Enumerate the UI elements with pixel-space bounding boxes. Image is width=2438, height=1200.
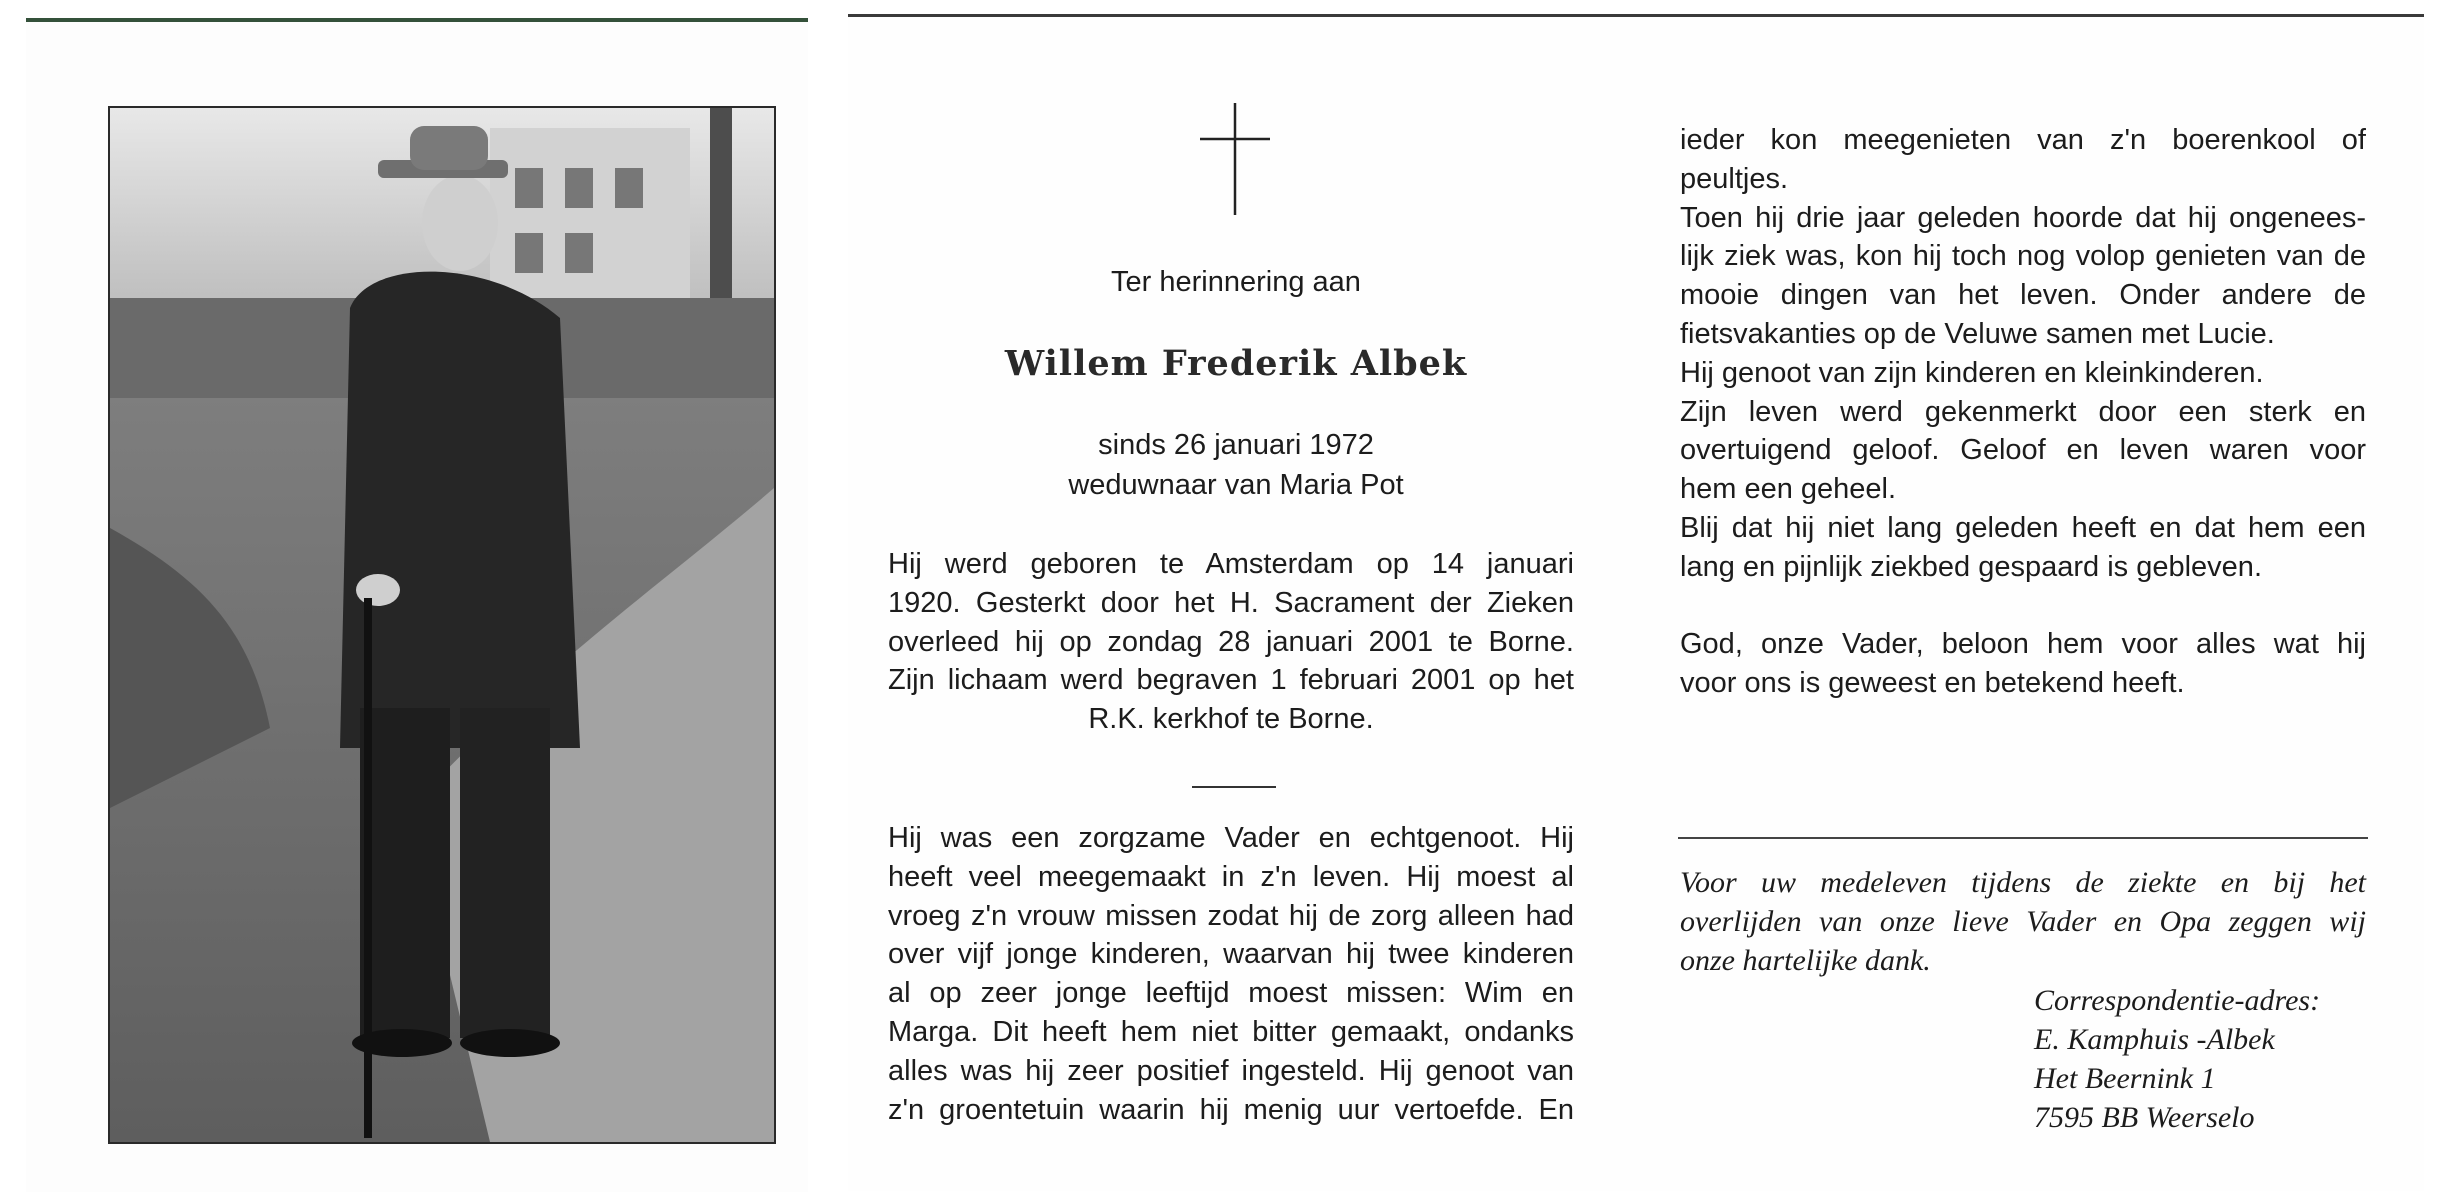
address-line: Het Beernink 1 [2034, 1062, 2216, 1095]
paragraph-line: vroeg z'n vrouw missen zodat hij de zorg alleen had [888, 899, 1574, 932]
divider [1192, 786, 1276, 788]
paragraph-line: overleed hij op zondag 28 januari 2001 te Borne. [888, 625, 1574, 658]
subtitle-line: sinds 26 januari 1972 [1098, 429, 1374, 461]
paragraph-line: voor ons is geweest en betekend heeft. [1680, 666, 2185, 699]
subtitle-line: weduwnaar van Maria Pot [1068, 469, 1404, 501]
paragraph-line: al op zeer jonge leeftijd moest missen: Wim en [888, 977, 1574, 1010]
paragraph-line: overtuigend geloof. Geloof en leven waren voor [1680, 434, 2366, 467]
correspondence-address [2034, 981, 2374, 1137]
paragraph-line: Hij was een zorgzame Vader en echtgenoot. Hij [888, 822, 1574, 854]
paragraph-line: lang en pijnlijk ziekbed gespaard is gebleven. [1680, 550, 2262, 583]
god-paragraph [1680, 625, 2366, 703]
paragraph-line: fietsvakanties op de Veluwe samen met Lucie. [1680, 317, 2275, 350]
birth-paragraph [888, 545, 1574, 739]
cross-graphic [1198, 101, 1272, 217]
paragraph-line: onze hartelijke dank. [1680, 944, 1931, 977]
paragraph-line: ieder kon meegenieten van z'n boerenkool of [1680, 124, 2366, 156]
subtitle [936, 425, 1536, 505]
paragraph-line: God, onze Vader, beloon hem voor alles wat hij [1680, 628, 2366, 660]
paragraph-line: heeft veel meegemaakt in z'n leven. Hij moest al [888, 860, 1574, 893]
intro-text: Ter herinnering aan [1111, 266, 1361, 298]
divider [1678, 837, 2368, 839]
paragraph-line: Blij dat hij niet lang geleden heeft en dat hem een [1680, 511, 2366, 544]
portrait-photo-icon [108, 106, 776, 1144]
paragraph-line: overlijden van onze lieve Vader en Opa zeggen wij [1680, 905, 2366, 938]
paragraph-line: R.K. kerkhof te Borne. [1088, 703, 1374, 736]
thanks-paragraph [1680, 863, 2366, 980]
paragraph-line: z'n groentetuin waarin hij menig uur vertoefde. En [888, 1093, 1574, 1126]
paragraph-line: mooie dingen van het leven. Onder andere de [1680, 279, 2366, 312]
address-line: E. Kamphuis -Albek [2034, 1023, 2275, 1056]
address-line: 7595 BB Weerselo [2034, 1101, 2255, 1134]
address-line: Correspondentie-adres: [2034, 984, 2321, 1017]
paragraph-line: peultjes. [1680, 162, 1789, 195]
portrait-photo-graphic [110, 108, 774, 1142]
paragraph-line: alles was hij zeer positief ingesteld. Hij genoot van [888, 1054, 1574, 1087]
paragraph-line: Hij werd geboren te Amsterdam op 14 januari [888, 548, 1574, 580]
paragraph-line: Voor uw medeleven tijdens de ziekte en bij het [1680, 866, 2366, 899]
life-paragraph [888, 819, 1574, 1129]
paragraph-line: hem een geheel. [1680, 473, 1897, 506]
paragraph-line: Zijn lichaam werd begraven 1 februari 2001 op het [888, 664, 1574, 697]
cross-icon [1198, 101, 1272, 217]
paragraph-line: 1920. Gesterkt door het H. Sacrament der Zieken [888, 586, 1574, 619]
deceased-name: Willem Frederik Albek [1004, 343, 1468, 384]
paragraph-line: Marga. Dit heeft hem niet bitter gemaakt, ondanks [888, 1015, 1574, 1048]
paragraph-line: lijk ziek was, kon hij toch nog volop genieten van de [1680, 240, 2366, 273]
photo-card [26, 18, 808, 1192]
paragraph-line: Zijn leven werd gekenmerkt door een sterk en [1680, 395, 2366, 428]
continued-paragraph [1680, 121, 2366, 587]
paragraph-line: Toen hij drie jaar geleden hoorde dat hij ongenees- [1680, 201, 2366, 234]
paragraph-line: Hij genoot van zijn kinderen en kleinkinderen. [1680, 356, 2264, 389]
memorial-text-card [848, 14, 2424, 1191]
paragraph-line: over vijf jonge kinderen, waarvan hij twee kinderen [888, 938, 1574, 971]
